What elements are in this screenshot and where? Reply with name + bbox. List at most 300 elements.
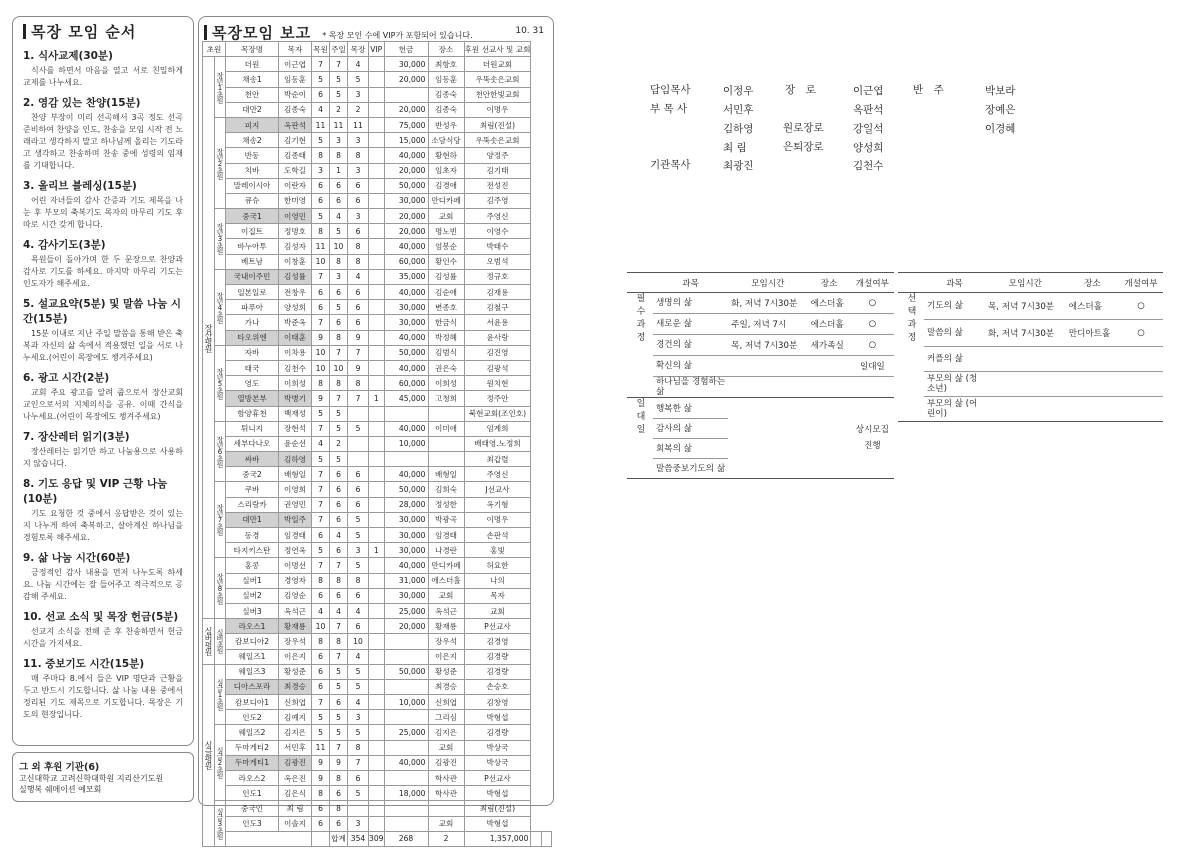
cell	[369, 649, 385, 664]
cell	[384, 816, 428, 831]
cell	[369, 771, 385, 786]
cell: 20,000	[384, 72, 428, 87]
cell: 4	[330, 209, 348, 224]
cell: 5	[312, 133, 330, 148]
cell: 교회	[428, 816, 464, 831]
cell: 6	[312, 285, 330, 300]
cell: 6	[330, 786, 348, 801]
cell: 6	[348, 193, 369, 208]
cell: 가나	[226, 315, 279, 330]
cell	[428, 406, 464, 421]
cell: 6	[312, 300, 330, 315]
col-header: 개설여부	[851, 273, 894, 293]
cell: 5	[330, 406, 348, 421]
cell: 3	[348, 816, 369, 831]
cell: 최항호	[428, 57, 464, 72]
cell: 실버3	[226, 603, 279, 618]
cell: 이희성	[428, 376, 464, 391]
cell: 20,000	[384, 619, 428, 634]
step-title: 9. 삶 나눔 시간(60분)	[23, 552, 131, 564]
cell	[369, 634, 385, 649]
cell: 전창우	[279, 285, 312, 300]
step-body: 목원들이 돌아가며 한 두 문장으로 찬양과 감사로 기도를 하세요. 마지막 마무리 기도는 인도자가 해주세요.	[23, 255, 183, 288]
cell: 18,000	[384, 786, 428, 801]
cell: 김진영	[464, 345, 531, 360]
cell: 신희엽	[279, 695, 312, 710]
class-open	[1119, 397, 1163, 422]
cell: 8	[348, 376, 369, 391]
step-body: 긍정적인 감사 내용을 먼저 나누도록 하세요. 나눔 시간에는 잘 들어주고 적극적으로 공감해 주세요.	[23, 568, 183, 601]
elder-emeritus-label: 원로장로	[783, 122, 824, 134]
cell: 일본일로	[226, 285, 279, 300]
table-row	[203, 771, 552, 786]
cell: 이영희	[279, 482, 312, 497]
cell: 전성진	[464, 178, 531, 193]
table-row	[203, 801, 552, 816]
senior-pastor-label: 담임목사	[650, 84, 691, 96]
class-time: 화, 저녁 7시30분	[985, 320, 1066, 347]
class-header-row	[627, 273, 894, 293]
note-line: 상시모집	[855, 425, 889, 435]
table-row	[203, 695, 552, 710]
cell: 박태수	[464, 239, 531, 254]
class-time	[728, 377, 807, 398]
cell: 40,000	[384, 239, 428, 254]
table-row	[203, 72, 552, 87]
class-name: 하나님을 경험하는 삶	[653, 377, 728, 398]
cell: 60,000	[384, 254, 428, 269]
cell: 정성한	[428, 497, 464, 512]
step-title: 2. 영감 있는 찬양(15분)	[23, 97, 141, 109]
cell: 박상국	[464, 740, 531, 755]
cell: 40,000	[384, 755, 428, 770]
class-name: 생명의 삶	[653, 293, 728, 314]
steps-list	[23, 48, 183, 721]
table-row	[203, 254, 552, 269]
cell: 6	[348, 771, 369, 786]
cell: 8	[330, 801, 348, 816]
class-time	[728, 356, 807, 377]
cell: 45,000	[384, 391, 428, 406]
cell: 7	[312, 315, 330, 330]
cell: 라오스1	[226, 619, 279, 634]
grassland-label: 장년7초원	[215, 482, 226, 558]
grassland-label: 장년1초원	[215, 57, 226, 118]
cell: 김은식	[279, 786, 312, 801]
cell: 25,000	[384, 725, 428, 740]
cell: 김예지	[279, 710, 312, 725]
cell	[384, 406, 428, 421]
cell: 황인수	[428, 254, 464, 269]
step-title: 1. 식사교제(30분)	[23, 50, 113, 62]
grassland-label: 실버초원	[215, 619, 226, 665]
step-body: 장산레터는 읽기만 하고 나눔용으로 사용하지 않습니다.	[23, 447, 183, 468]
cell: 서윤용	[464, 315, 531, 330]
cell: 명노빈	[428, 224, 464, 239]
cell: 캄보디아1	[226, 695, 279, 710]
cell: 김종숙	[279, 102, 312, 117]
cell	[369, 528, 385, 543]
elder-4: 양성희	[853, 142, 884, 154]
title-bar-icon	[204, 25, 207, 40]
cell: 옥기형	[464, 497, 531, 512]
table-row	[203, 725, 552, 740]
cell: 5	[348, 421, 369, 436]
cell: 김지은	[428, 725, 464, 740]
cell: 6	[348, 300, 369, 315]
cell: 7	[312, 421, 330, 436]
cell: 30,000	[384, 57, 428, 72]
cell: 임동훈	[428, 72, 464, 87]
cell: 옥석근	[428, 603, 464, 618]
table-row	[203, 588, 552, 603]
cell: 2	[330, 436, 348, 451]
cell: 5	[312, 406, 330, 421]
elder-2: 옥판석	[853, 104, 884, 116]
report-table	[202, 41, 552, 847]
cell	[384, 710, 428, 725]
cell: 20,000	[384, 209, 428, 224]
table-row	[203, 269, 552, 284]
cell: 7	[312, 269, 330, 284]
table-row	[203, 209, 552, 224]
cell: 허요한	[464, 558, 531, 573]
cell: 6	[330, 497, 348, 512]
cell: 7	[330, 619, 348, 634]
col-header: 목자	[279, 42, 312, 57]
cell: 천안	[226, 87, 279, 102]
class-time: 목, 저녁 7시30분	[728, 335, 807, 356]
cell: 28,000	[384, 497, 428, 512]
cell: 4	[348, 649, 369, 664]
class-row	[627, 314, 894, 335]
cell: 원치현	[464, 376, 531, 391]
cell	[369, 133, 385, 148]
table-row	[203, 178, 552, 193]
cell: 만디카페	[428, 193, 464, 208]
table-row	[203, 543, 552, 558]
col-header: 목원	[312, 42, 330, 57]
cell: 배태영.노정희	[464, 436, 531, 451]
step-body: 기도 요청한 것 중에서 응답받은 것이 있는지 나누게 하여 축복하고, 살아계신 하나님을 경험토록 해주세요.	[23, 509, 183, 542]
cell: 3	[348, 133, 369, 148]
cell: 한금식	[428, 315, 464, 330]
cell: 30,000	[384, 512, 428, 527]
total-spacer	[226, 831, 312, 846]
cell: 실버2	[226, 588, 279, 603]
cell: 30,000	[384, 528, 428, 543]
cell: 인도2	[226, 710, 279, 725]
cell	[369, 376, 385, 391]
table-row	[203, 163, 552, 178]
class-place	[1066, 372, 1119, 397]
cell: 인도1	[226, 786, 279, 801]
table-row	[203, 436, 552, 451]
table-row	[203, 482, 552, 497]
cell: 동경	[226, 528, 279, 543]
table-row	[203, 315, 552, 330]
cell: 6	[330, 482, 348, 497]
cell	[428, 436, 464, 451]
senior-pastor-name: 이정우	[723, 85, 754, 97]
cell: 김천수	[279, 360, 312, 375]
cell: 10	[312, 619, 330, 634]
cell	[369, 148, 385, 163]
cell: 주영신	[464, 467, 531, 482]
col-header: 과목	[924, 273, 985, 293]
total-spacer	[541, 831, 551, 846]
class-name: 말씀의 삶	[924, 320, 985, 347]
cell: 더원	[226, 57, 279, 72]
step-title: 7. 장산레터 읽기(3분)	[23, 431, 130, 443]
cell: 5	[348, 558, 369, 573]
cell: 자바	[226, 345, 279, 360]
cell	[428, 801, 464, 816]
cell	[369, 603, 385, 618]
cell: 김광진	[428, 755, 464, 770]
cell: 5	[348, 72, 369, 87]
plain-label: 싱글평원	[203, 664, 215, 846]
cell: 영도	[226, 376, 279, 391]
cell: 8	[330, 330, 348, 345]
cell: 나의	[464, 573, 531, 588]
cell: 7	[312, 497, 330, 512]
cell: 9	[312, 330, 330, 345]
cell: 두마게티2	[226, 740, 279, 755]
table-row	[203, 816, 552, 831]
cell: 최갑렬	[464, 452, 531, 467]
blank-cell	[728, 458, 807, 479]
cell: 이명우	[464, 102, 531, 117]
table-row	[203, 603, 552, 618]
cell: 8	[348, 148, 369, 163]
cell: 정명호	[279, 224, 312, 239]
table-row	[203, 391, 552, 406]
table-row	[203, 102, 552, 117]
cell: P선교사	[464, 619, 531, 634]
cell: 6	[348, 285, 369, 300]
cell: 김광석	[464, 360, 531, 375]
cell: 10	[330, 239, 348, 254]
class-place	[1066, 397, 1119, 422]
cell: 서민후	[279, 740, 312, 755]
cell: 6	[330, 315, 348, 330]
cell	[428, 452, 464, 467]
cell: 황성준	[428, 664, 464, 679]
cell: 8	[348, 239, 369, 254]
inst-pastor-name: 최광진	[723, 160, 754, 172]
report-date: 10. 31	[515, 26, 544, 36]
table-row	[203, 649, 552, 664]
cell: 중국인	[226, 801, 279, 816]
cell	[369, 436, 385, 451]
cell: 옥판석	[279, 117, 312, 132]
cell: 태국	[226, 360, 279, 375]
cell: 10,000	[384, 436, 428, 451]
cell: 김창영	[464, 695, 531, 710]
cell	[384, 87, 428, 102]
cell: 10,000	[384, 695, 428, 710]
cell: 박형섭	[464, 786, 531, 801]
retired-elder-label: 은퇴장로	[783, 141, 824, 153]
cell: 김경애	[428, 178, 464, 193]
cell: 8	[312, 573, 330, 588]
cell	[384, 452, 428, 467]
cell: 박상국	[464, 755, 531, 770]
cell	[369, 786, 385, 801]
table-row	[203, 679, 552, 694]
cell: 옥은진	[279, 771, 312, 786]
support-line-1: 고신대학교 고려신학대학원 지리산기도원	[19, 774, 164, 783]
col-header: 모임시간	[728, 273, 807, 293]
cell: 5	[330, 421, 348, 436]
cell: 황성준	[279, 664, 312, 679]
cell: 4	[312, 603, 330, 618]
cell: 김경량	[464, 725, 531, 740]
cell: 웨일즈3	[226, 664, 279, 679]
cell: 20,000	[384, 102, 428, 117]
cell: 7	[330, 57, 348, 72]
cell: 5	[330, 710, 348, 725]
cell: 6	[330, 512, 348, 527]
step-body: 매 주마다 8.에서 들은 VIP 명단과 근황을 두고 반드시 기도합니다. 삶 나눔 내용 중에서 정리된 기도 제목으로 기도합니다. 목장은 기도의 현장입니다.	[23, 674, 183, 719]
cell: 1	[330, 163, 348, 178]
total-sunday: 309	[369, 831, 385, 846]
assoc-pastor-3: 최 림	[723, 142, 747, 154]
cell	[369, 452, 385, 467]
grassland-label: 장년3초원	[215, 209, 226, 270]
cell: 김성률	[279, 269, 312, 284]
blank-cell	[808, 398, 851, 419]
cell: 박정혜	[428, 330, 464, 345]
step-body: 선교지 소식을 전해 준 후 찬송하면서 헌금 시간을 가지세요.	[23, 627, 183, 648]
cell: 배형일	[279, 467, 312, 482]
note-line: 진행	[864, 441, 881, 451]
cell: 4	[348, 695, 369, 710]
support-panel	[12, 752, 194, 802]
table-row	[203, 528, 552, 543]
cell: 6	[312, 193, 330, 208]
cell: 옥석근	[279, 603, 312, 618]
cell: 학사관	[428, 786, 464, 801]
class-place	[1066, 347, 1119, 372]
cell: 이집트	[226, 224, 279, 239]
cell	[348, 452, 369, 467]
cell: 김경영	[464, 634, 531, 649]
cell: 이은지	[428, 649, 464, 664]
cell: 권은숙	[428, 360, 464, 375]
cell: 만디카페	[428, 558, 464, 573]
cell: 11	[348, 117, 369, 132]
cell: 황현하	[428, 148, 464, 163]
table-row	[203, 710, 552, 725]
class-row	[627, 398, 894, 419]
cell: 8	[312, 376, 330, 391]
cell: 9	[330, 755, 348, 770]
cell	[369, 740, 385, 755]
cell: 8	[330, 573, 348, 588]
cell: 김성률	[428, 269, 464, 284]
cell: 우뚝솟은교회	[464, 72, 531, 87]
cell	[369, 178, 385, 193]
cell: 홍빛	[464, 543, 531, 558]
table-row	[203, 360, 552, 375]
cell: 김영순	[279, 588, 312, 603]
cell: 장우석	[428, 634, 464, 649]
cell: 5	[348, 512, 369, 527]
cell: 40,000	[384, 285, 428, 300]
cell: 라오스2	[226, 771, 279, 786]
grassland-label: 장년5초원	[215, 345, 226, 421]
col-header: 개설여부	[1119, 273, 1163, 293]
cell: 반동	[226, 148, 279, 163]
cell: J선교사	[464, 482, 531, 497]
cell: 주영신	[464, 209, 531, 224]
cell: 8	[312, 148, 330, 163]
cell: 11	[312, 740, 330, 755]
cell: 7	[312, 482, 330, 497]
cell: 열방본부	[226, 391, 279, 406]
cell: 4	[330, 603, 348, 618]
cell: 박일주	[279, 512, 312, 527]
table-row	[203, 117, 552, 132]
cell: 이희성	[279, 376, 312, 391]
class-open: ○	[851, 293, 894, 314]
cell: 도학길	[279, 163, 312, 178]
cell: P선교사	[464, 771, 531, 786]
cell: 7	[348, 345, 369, 360]
table-row	[203, 755, 552, 770]
cell: 1	[369, 391, 385, 406]
cell: 5	[330, 679, 348, 694]
cell: 8	[330, 254, 348, 269]
cell: 40,000	[384, 330, 428, 345]
cell: 정규호	[464, 269, 531, 284]
cell	[369, 57, 385, 72]
cell	[369, 695, 385, 710]
step-title: 3. 올리브 블레싱(15분)	[23, 180, 137, 192]
col-header: 목장명	[226, 42, 279, 57]
cell: 1	[369, 543, 385, 558]
cell: 4	[348, 57, 369, 72]
class-row	[898, 397, 1163, 422]
cell: 10	[330, 360, 348, 375]
table-row	[203, 558, 552, 573]
inst-pastor-label: 기관목사	[650, 159, 691, 171]
cell: 5	[330, 664, 348, 679]
class-open: ○	[1119, 293, 1163, 320]
class-time	[985, 372, 1066, 397]
meeting-order-title: 목장 모임 순서	[23, 21, 183, 42]
table-row	[203, 467, 552, 482]
class-row	[898, 372, 1163, 397]
cell	[348, 406, 369, 421]
cell	[369, 512, 385, 527]
cell	[369, 209, 385, 224]
cell: 7	[330, 391, 348, 406]
report-note: * 목장 모인 수에 VIP가 포함되어 있습니다.	[322, 31, 473, 40]
col-header: 후원 선교사 및 교회	[464, 42, 531, 57]
total-vip: 2	[428, 831, 464, 846]
cell: 40,000	[384, 558, 428, 573]
cell: 엄봉순	[428, 239, 464, 254]
cell: 7	[312, 558, 330, 573]
cell: 박형섭	[464, 816, 531, 831]
cell	[369, 710, 385, 725]
total-spacer	[531, 831, 541, 846]
cell: 5	[312, 72, 330, 87]
step-title: 4. 감사기도(3분)	[23, 239, 106, 251]
